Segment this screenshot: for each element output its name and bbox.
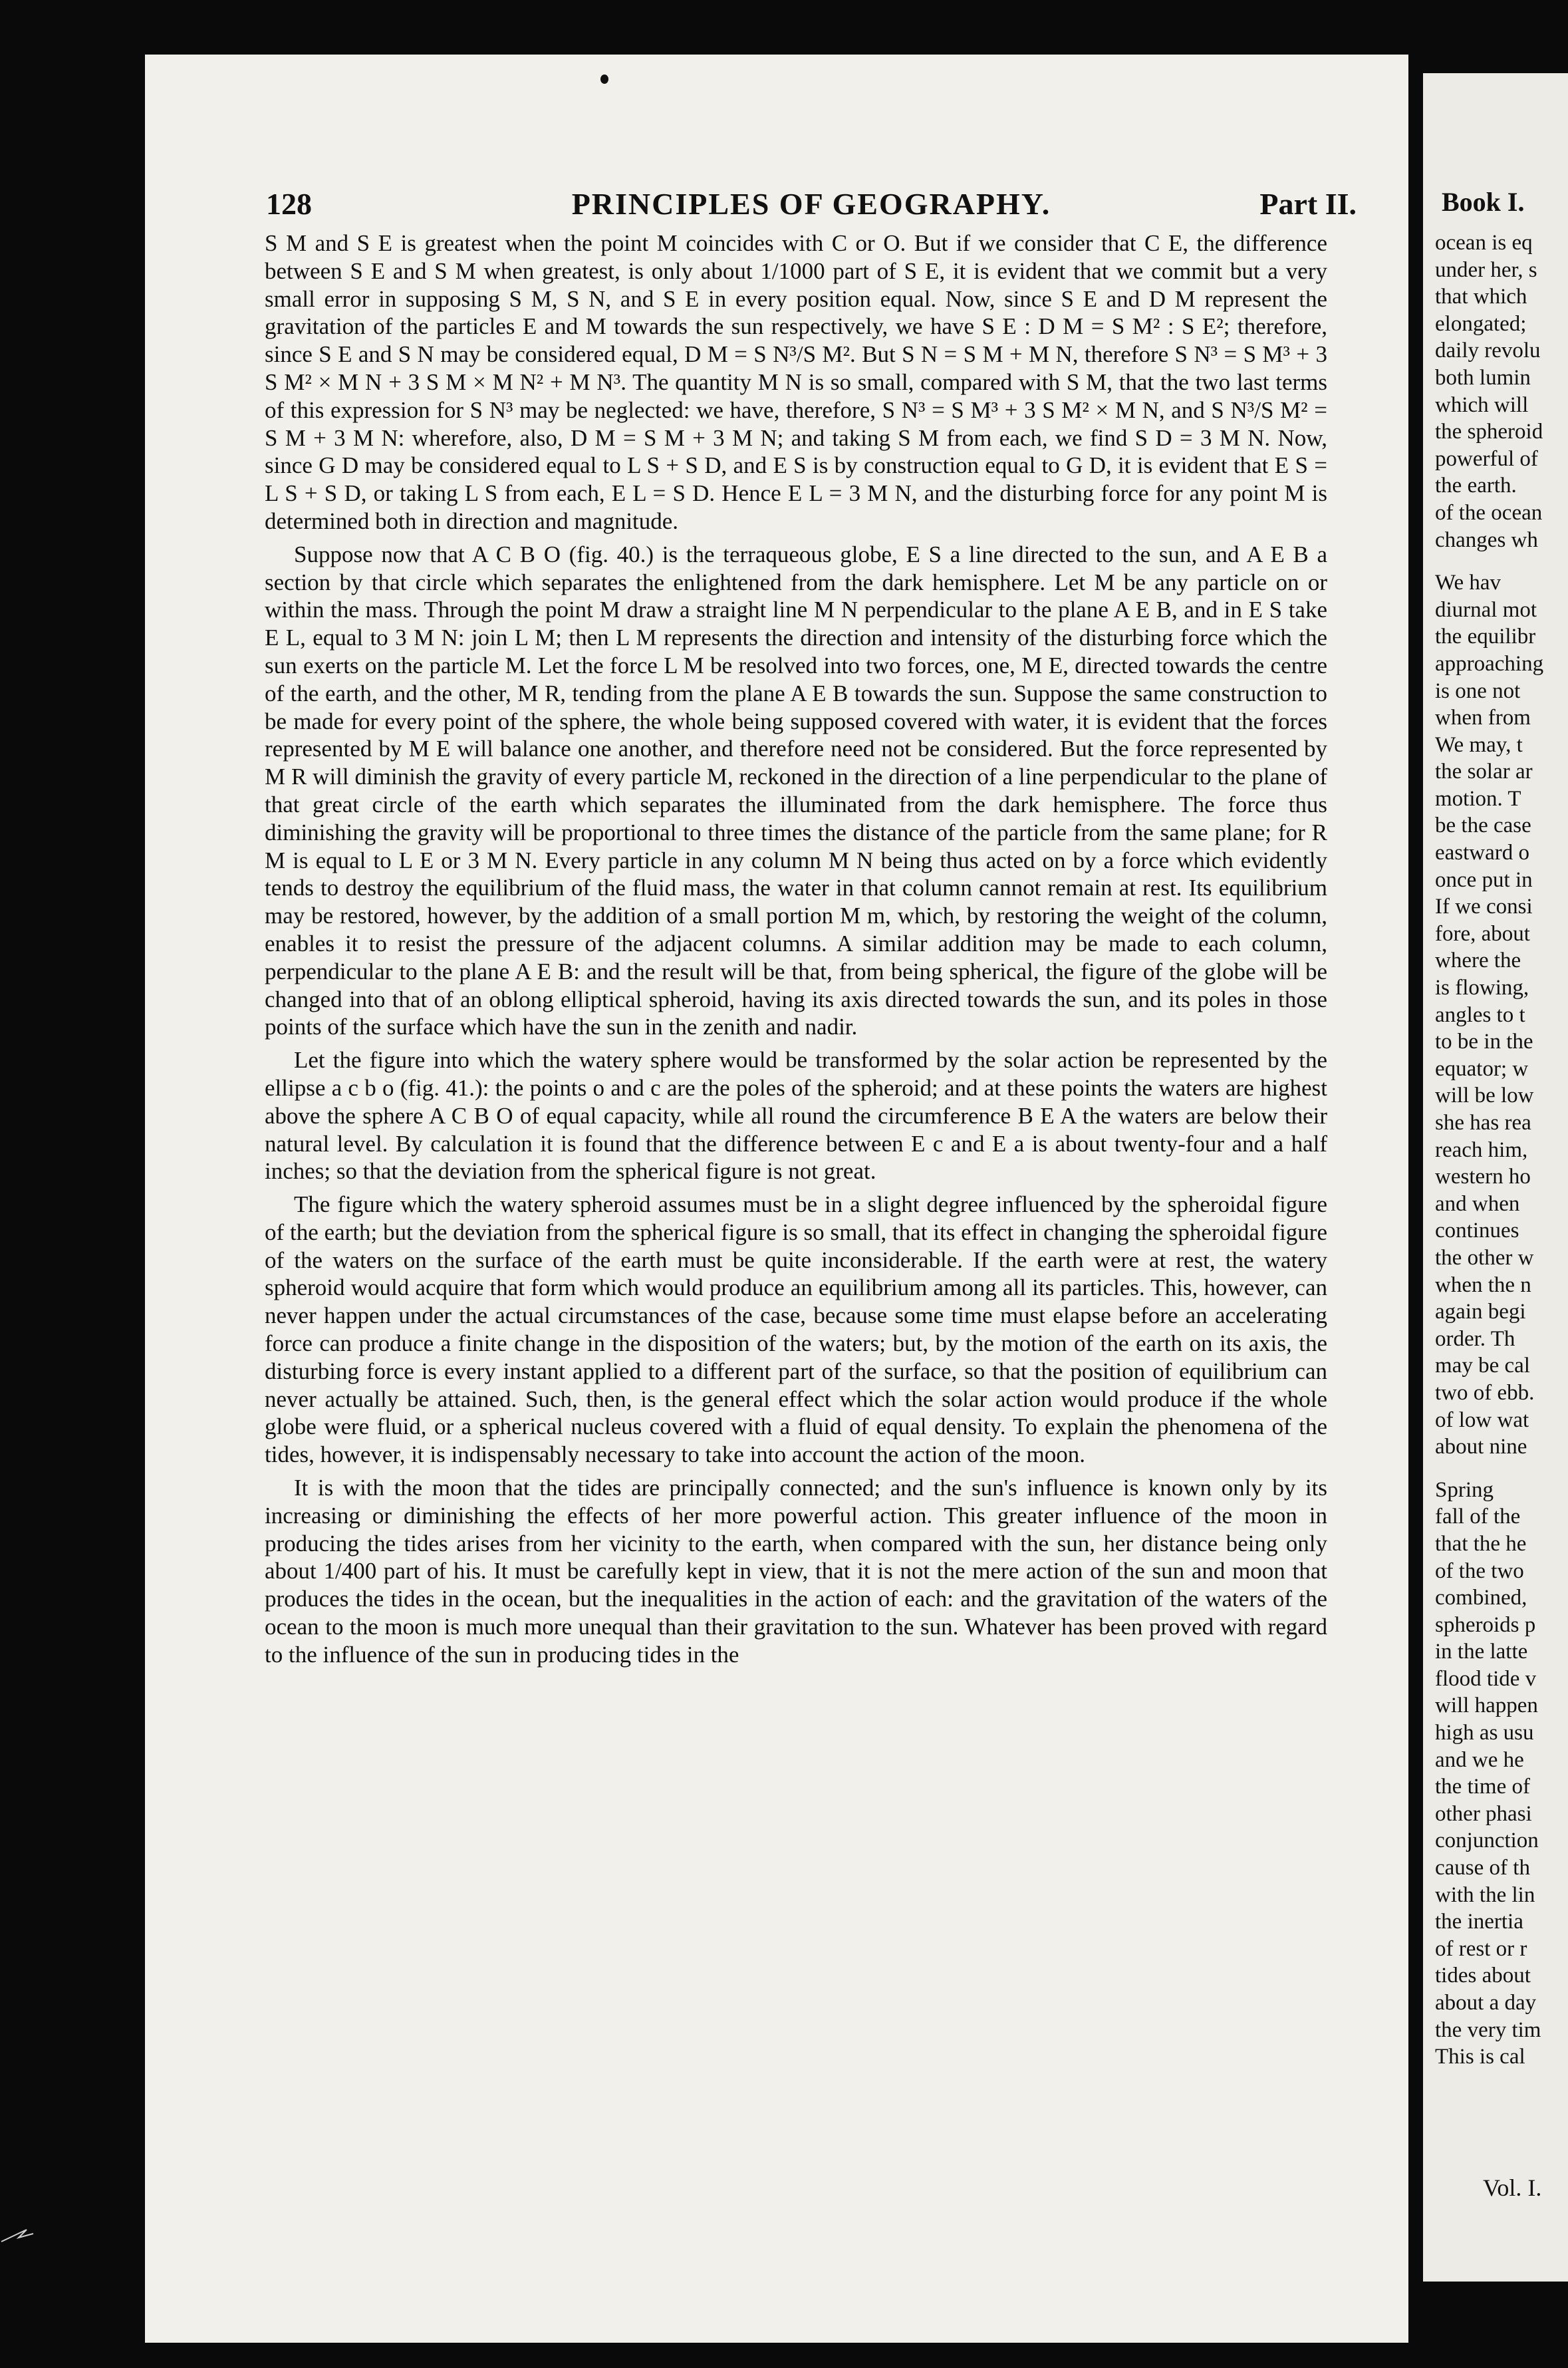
facing-page-line: about a day <box>1435 1991 1537 2015</box>
facing-page-line: which will <box>1435 392 1529 417</box>
facing-page-line: eastward o <box>1435 841 1530 865</box>
facing-page-line: that which <box>1435 285 1527 309</box>
facing-page-line: equator; w <box>1435 1056 1529 1081</box>
facing-page-line: of the ocean <box>1435 500 1543 525</box>
facing-page-line: again begi <box>1435 1300 1526 1324</box>
facing-page-line: of rest or r <box>1435 1936 1527 1961</box>
facing-page-line: in the latte <box>1435 1640 1528 1664</box>
facing-page-line: will be low <box>1435 1084 1534 1108</box>
facing-page-line: may be cal <box>1435 1354 1530 1378</box>
facing-page-line: flood tide v <box>1435 1666 1537 1691</box>
ink-dot <box>600 74 608 84</box>
facing-page-line: the other w <box>1435 1245 1534 1270</box>
running-title: PRINCIPLES OF GEOGRAPHY. <box>571 187 1051 221</box>
facing-page-line: be the case <box>1435 814 1531 838</box>
facing-page-line: fore, about <box>1435 921 1530 946</box>
facing-page-line: of the two <box>1435 1558 1524 1583</box>
facing-page-line: combined, <box>1435 1586 1527 1610</box>
facing-page-line: angles to t <box>1435 1002 1525 1027</box>
facing-page-line: she has rea <box>1435 1111 1531 1135</box>
facing-page-line: continues <box>1435 1219 1519 1243</box>
facing-page-line: when the n <box>1435 1272 1531 1297</box>
line-gap <box>1435 1461 1543 1477</box>
facing-page-fragment <box>1423 73 1568 2282</box>
facing-page-line: two of ebb. <box>1435 1380 1535 1405</box>
facing-page-line: fall of the <box>1435 1505 1521 1529</box>
paragraph: S M and S E is greatest when the point M coincides with C or O. But if we consider that C E, the difference between S E and S M when greatest, is only about 1/1000 part of S E, it is evident that we commit but a very small error in supposing S M, S N, and S E in every position equal. Now, since S E and D M represent the gravitation of the particles E and M towards the sun respectively, we have S E : D M = S M² : S E²; therefore, since S E and S N may be considered equal, D M = S N³/S M². But S N = S M + M N, therefore S N³ = S M³ + 3 S M² × M N + 3 S M × M N² + M N³. The quantity M N is so small, compared with S M, that the two last terms of this expression for S N³ may be neglected: we have, therefore, S N³ = S M³ + 3 S M² × M N, and S N³/S M² = S M + 3 M N: wherefore, also, D M = S M + 3 M N; and taking S M from each, we find S D = 3 M N. Now, since G D may be considered equal to L S + S D, and E S is by construction equal to G D, it is evident that E S = L S + S D, or taking L S from each, E L = S D. Hence E L = 3 M N, and the disturbing force for any point M is determined both in direction and magnitude. <box>265 230 1327 534</box>
facing-page-line: that the he <box>1435 1531 1527 1556</box>
facing-page-line: is flowing, <box>1435 976 1529 1000</box>
facing-page-line: tides about <box>1435 1964 1531 1988</box>
facing-page-line: changes wh <box>1435 527 1538 552</box>
facing-page-line: We hav <box>1435 571 1502 595</box>
facing-page-line: the spheroid <box>1435 420 1543 444</box>
facing-page-line: and when <box>1435 1191 1520 1216</box>
paragraph: The figure which the watery spheroid assumes must be in a slight degree influenced by the spheroidal figure of the earth; but the deviation from the spherical figure is so small, that its effect in changing the spheroidal figure of the waters on the surface of the earth must be quite inconsiderable. If the earth were at rest, the watery spheroid would acquire that form which would produce an equilibrium among all its particles. This, however, can never happen under the actual circumstances of the case, because some time must elapse before an accelerating force can produce a finite change in the disposition of the waters; but, by the motion of the earth on its axis, the disturbing force is every instant applied to a different part of the surface, so that the position of equilibrium can never actually be attained. Such, then, is the general effect which the solar action would produce if the whole globe were fluid, or a spherical nucleus covered with a fluid of equal density. To explain the phenomena of the tides, however, it is indispensably necessary to take into account the action of the moon. <box>265 1191 1327 1468</box>
margin-mark <box>0 2215 40 2255</box>
volume-footer: Vol. I. <box>1483 2174 1542 2201</box>
facing-page-line: western ho <box>1435 1165 1531 1189</box>
part-label: Part II. <box>1259 187 1357 221</box>
facing-page-line: when from <box>1435 706 1531 730</box>
facing-page-line: with the lin <box>1435 1882 1535 1907</box>
facing-page-line: reach him, <box>1435 1137 1528 1162</box>
paragraph: Let the figure into which the watery sphere would be transformed by the solar action be represented by the ellipse a c b o (fig. 41.): the points o and c are the poles of the spheroid; and at these points the waters are highest above the sphere A C B O of equal capacity, while all round the circumference B E A the waters are below their natural level. By calculation it is found that the difference between E c and E a is about twenty-four and a half inches; so that the deviation from the spherical figure is not great. <box>265 1047 1327 1185</box>
facing-page-line: conjunction <box>1435 1829 1539 1853</box>
facing-page-line: order. Th <box>1435 1326 1515 1351</box>
page-number: 128 <box>266 187 312 221</box>
facing-page-line: powerful of <box>1435 446 1538 471</box>
facing-page-line: both lumin <box>1435 365 1531 390</box>
facing-page-line: ocean is eq <box>1435 231 1533 255</box>
facing-page-line: spheroids p <box>1435 1612 1536 1637</box>
facing-page-line: the equilibr <box>1435 625 1536 649</box>
facing-page-line: and we he <box>1435 1747 1524 1772</box>
paragraph: Suppose now that A C B O (fig. 40.) is the terraqueous globe, E S a line directed to the sun, and A E B a section by that circle which separates the enlightened from the dark hemisphere. Let M be any particle on or within the mass. Through the point M draw a straight line M N perpendicular to the plane A E B, and in E S take E L, equal to 3 M N: join L M; then L M represents the direction and intensity of the disturbing force which the sun exerts on the particle M. Let the force L M be resolved into two forces, one, M E, directed towards the centre of the earth, and the other, M R, tending from the plane A E B towards the sun. Suppose the same construction to be made for every point of the sphere, the whole being supposed covered with water, it is evident that the forces represented by M E will balance one another, and therefore need not be considered. But the force represented by M R will diminish the gravity of every particle M, reckoned in the direction of a line perpendicular to the plane of that great circle of the earth which separates the illuminated from the dark hemisphere. The force thus diminishing the gravity will be proportional to three times the distance of the particle from the same plane; for R M is equal to L E or 3 M N. Every particle in any column M N being thus acted on by a force which evidently tends to destroy the equilibrium of the fluid mass, the water in that column cannot remain at rest. Its equilibrium may be restored, however, by the addition of a small portion M m, which, by restoring the weight of the column, enables it to resist the pressure of the adjacent columns. A similar addition may be made to each column, perpendicular to the plane A E B: and the result will be that, from being spherical, the figure of the globe will be changed into that of an oblong elliptical spheroid, having its axis directed towards the sun, and its poles in those points of the surface which have the sun in the zenith and nadir. <box>265 541 1327 1040</box>
facing-page-line: will happen <box>1435 1694 1538 1718</box>
facing-page-line: under her, s <box>1435 257 1537 282</box>
facing-page-line: approaching <box>1435 651 1544 676</box>
facing-page-line: elongated; <box>1435 311 1527 336</box>
paragraph: It is with the moon that the tides are principally connected; and the sun's influence is known only by its increasing or diminishing the effects of her more powerful action. This greater influence of the moon in producing the tides arises from her vicinity to the earth, when compared with the sun, her distance being only about 1/400 part of his. It must be carefully kept in view, that it is not the mere action of the sun and moon that produces the tides in the ocean, but the inequalities in the action of each: and the gravitation of the waters of the ocean to the moon is much more unequal than their gravitation to the sun. Whatever has been proved with regard to the influence of the sun in producing tides in the <box>265 1475 1327 1668</box>
facing-page-line: the very tim <box>1435 2017 1541 2042</box>
facing-page-line: where the <box>1435 949 1521 973</box>
body-text <box>265 229 1327 1669</box>
facing-page-line: the time of <box>1435 1775 1530 1799</box>
facing-page-line: motion. T <box>1435 786 1521 811</box>
facing-page-line: We may, t <box>1435 732 1523 757</box>
line-gap <box>1435 553 1543 569</box>
facing-page-line: the earth. <box>1435 474 1517 498</box>
facing-page-line: This is cal <box>1435 2045 1525 2069</box>
facing-page-line: to be in the <box>1435 1030 1533 1054</box>
facing-page-line: is one not <box>1435 678 1521 703</box>
facing-page-line: cause of th <box>1435 1856 1530 1880</box>
facing-page-line: the solar ar <box>1435 760 1533 784</box>
facing-page-line: once put in <box>1435 867 1533 892</box>
facing-page-header: Book I. <box>1442 187 1525 217</box>
facing-page-line: Spring <box>1435 1477 1494 1502</box>
facing-page-line: diurnal mot <box>1435 597 1537 622</box>
facing-page-line: about nine <box>1435 1435 1527 1459</box>
facing-page-line: daily revolu <box>1435 339 1541 363</box>
facing-page-line: other phasi <box>1435 1801 1532 1826</box>
facing-page-line: of low wat <box>1435 1407 1529 1432</box>
facing-page-line: the inertia <box>1435 1910 1523 1934</box>
facing-page-lines <box>1435 229 1543 2071</box>
facing-page-line: If we consi <box>1435 895 1533 919</box>
facing-page-line: high as usu <box>1435 1721 1534 1745</box>
running-header <box>266 186 1357 226</box>
